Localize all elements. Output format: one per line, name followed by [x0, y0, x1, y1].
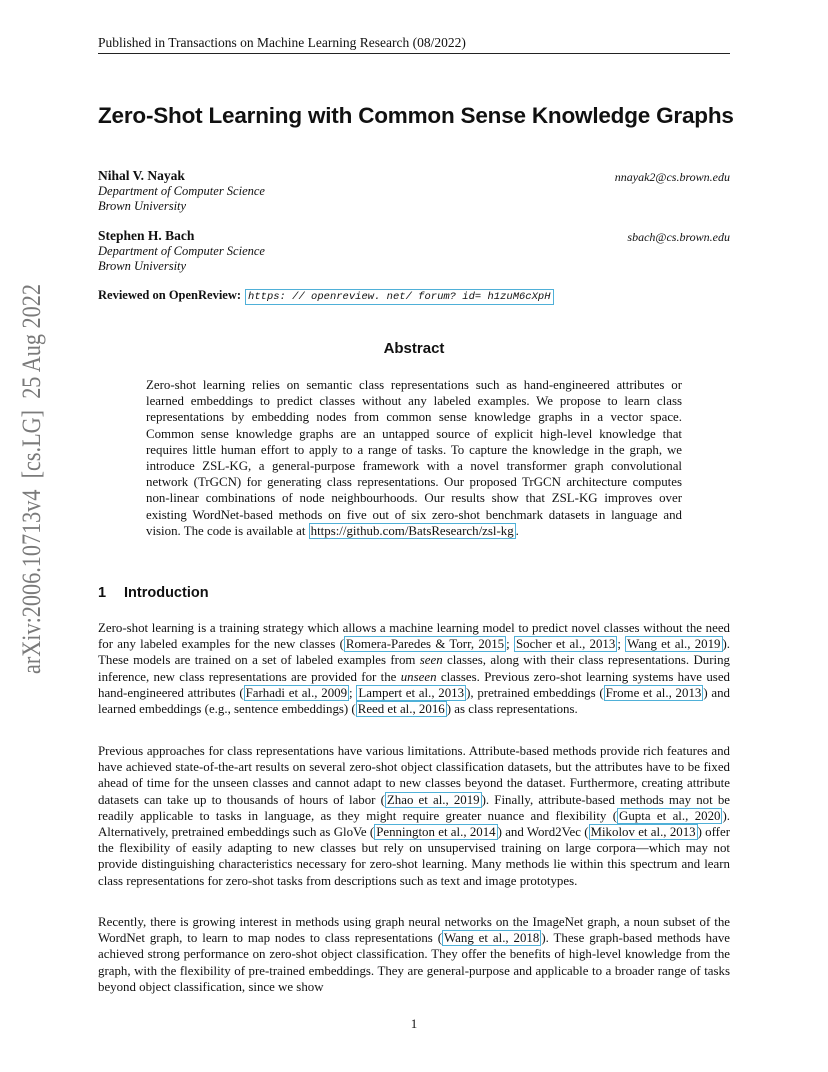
paper-title: Zero-Shot Learning with Common Sense Knowledge Graphs: [98, 103, 734, 128]
citation-link[interactable]: Farhadi et al., 2009: [245, 685, 348, 700]
text: ). Finally, attribute-based methods may not be readily applicable to tasks in language, as they might require greater nuance and flexibility (: [98, 792, 730, 823]
author-email[interactable]: nnayak2@cs.brown.edu: [614, 170, 730, 184]
header-rule: [98, 53, 730, 54]
openreview-link[interactable]: https: // openreview. net/ forum? id= h1zuM6cXpH: [245, 289, 553, 305]
text: ;: [349, 685, 357, 700]
citation-link[interactable]: Mikolov et al., 2013: [590, 825, 696, 840]
paragraph-2: [98, 743, 730, 889]
arxiv-identifier: arXiv:2006.10713v4 [cs.LG] 25 Aug 2022: [16, 282, 46, 674]
citation-link[interactable]: Frome et al., 2013: [605, 685, 702, 700]
citation-link[interactable]: Pennington et al., 2014: [376, 825, 496, 840]
text: ). Alternatively, pretrained embeddings such as GloVe (: [98, 808, 730, 840]
emphasis: seen: [419, 653, 443, 668]
review-label: Reviewed on OpenReview:: [98, 288, 242, 302]
citation-link[interactable]: Socher et al., 2013: [515, 637, 616, 652]
text: classes, along with their class representations. During inference, new class representations are provided for the: [98, 653, 730, 684]
abstract-text: Zero-shot learning relies on semantic class representations such as hand-engineered attributes or learned embeddings to predict classes without any labeled examples. We propose to learn class representations by embedding nodes from common sense knowledge graphs in a vector space. Common sense knowledge graphs are an untapped source of explicit high-level knowledge that requires little human effort to apply to a range of tasks. To capture the knowledge in the graph, we introduce ZSL-KG, a general-purpose framework with a novel transformer graph convolutional network (TrGCN) for generating class representations. Our proposed TrGCN architecture computes non-linear combinations of node neighbourhoods. Our results show that ZSL-KG improves over existing WordNet-based methods on five out of six zero-shot benchmark datasets in language and vision. The code is available at: [146, 378, 682, 538]
author-university: Brown University: [98, 199, 187, 213]
section-heading: [98, 585, 209, 601]
paragraph-3: [98, 914, 730, 995]
citation-link[interactable]: Romera-Paredes & Torr, 2015: [345, 637, 505, 652]
citation-link[interactable]: Reed et al., 2016: [357, 702, 445, 717]
author-department: Department of Computer Science: [98, 244, 265, 258]
section-number: 1: [98, 585, 107, 601]
emphasis: unseen: [400, 669, 437, 684]
running-head: Published in Transactions on Machine Learning Research (08/2022): [98, 35, 466, 50]
text: ) and learned embeddings (e.g., sentence embeddings) (: [98, 685, 730, 717]
review-line: [98, 288, 554, 303]
text: Recently, there is growing interest in methods using graph neural networks on the ImageNet graph, a noun subset of the WordNet graph, to learn to map nodes to class representations (: [98, 915, 730, 946]
arxiv-stamp: [10, 282, 50, 674]
citation-link[interactable]: Lampert et al., 2013: [358, 685, 465, 700]
citation-link[interactable]: Gupta et al., 2020: [619, 808, 721, 823]
section-title: Introduction: [124, 585, 209, 601]
text: classes. Previous zero-shot learning systems have used hand-engineered attributes (: [98, 669, 730, 700]
abstract-heading: Abstract: [383, 340, 445, 357]
paragraph-1: [98, 620, 730, 717]
text: ). These models are trained on a set of labeled examples from: [98, 637, 731, 668]
text: Previous approaches for class representations have various limitations. Attribute-based methods provide rich features and have achieved state-of-the-art results on several zero-shot object classification datasets, but the attributes have to be fixed ahead of time for the unseen classes and cannot adapt to new classes beyond the dataset. Furthermore, creating attribute datasets can take up to thousands of hours of labor (: [98, 744, 730, 807]
author-university: Brown University: [98, 259, 187, 273]
citation-link[interactable]: Zhao et al., 2019: [386, 792, 480, 807]
author-name: Nihal V. Nayak: [98, 168, 185, 183]
author-name: Stephen H. Bach: [98, 228, 195, 243]
abstract-end: .: [515, 523, 519, 538]
text: Zero-shot learning is a training strategy which allows a machine learning model to predict novel classes without the need for any labeled examples for the new classes (: [98, 621, 730, 652]
code-link[interactable]: https://github.com/BatsResearch/zsl-kg: [310, 523, 514, 538]
text: ;: [617, 637, 626, 652]
citation-link[interactable]: Wang et al., 2019: [627, 637, 721, 652]
citation-link[interactable]: Wang et al., 2018: [444, 931, 540, 946]
author-email[interactable]: sbach@cs.brown.edu: [627, 230, 730, 244]
text: ;: [506, 637, 514, 652]
author-department: Department of Computer Science: [98, 184, 265, 198]
text: ) as class representations.: [446, 702, 578, 717]
text: ) offer the flexibility of easily adapting to new classes but rely on unsupervised training on large corpora—which may not provide distinguishing characteristics necessary for zero-shot learning. Many methods lie within this spectrum and learn class representations for zero-shot tasks from descriptions such as text and image prototypes.: [98, 825, 730, 888]
text: ) and Word2Vec (: [497, 825, 589, 840]
page-number: 1: [410, 1016, 418, 1031]
abstract-body: [146, 377, 682, 539]
text: ), pretrained embeddings (: [466, 685, 604, 700]
text: ). These graph-based methods have achieved strong performance on zero-shot object classification. They offer the benefits of high-level knowledge from the graph, with the flexibility of pre-trained embeddings. They are general-purpose and applicable to a broader range of tasks beyond object classification, since we show: [98, 931, 731, 994]
